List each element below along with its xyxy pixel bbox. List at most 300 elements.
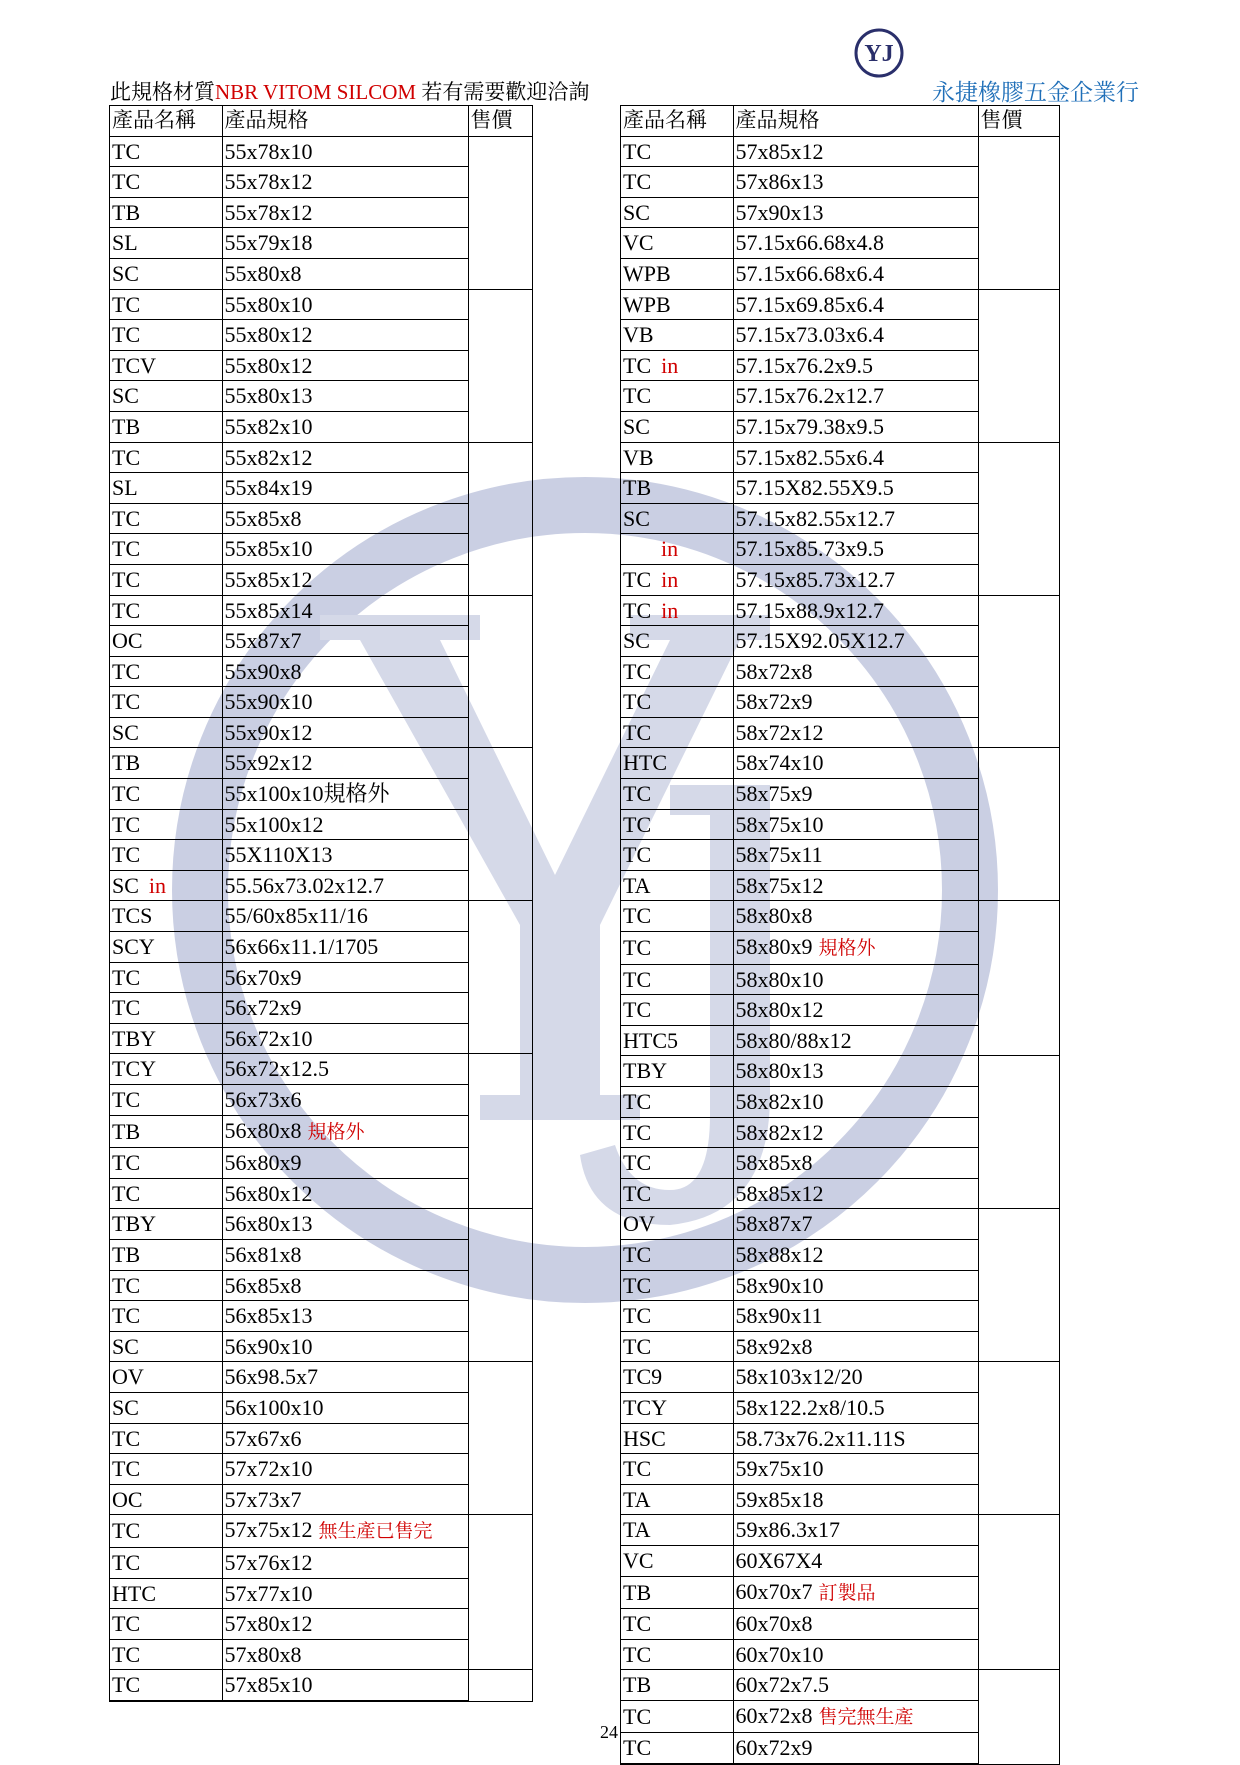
price-cell bbox=[978, 197, 1059, 228]
table-row bbox=[621, 442, 1059, 473]
product-spec bbox=[222, 656, 468, 687]
product-code bbox=[621, 656, 733, 687]
product-spec bbox=[733, 840, 978, 871]
table-row bbox=[621, 197, 1059, 228]
product-spec-text: 58x92x8 bbox=[735, 1333, 813, 1359]
product-code-text: VC bbox=[623, 230, 654, 256]
table-row bbox=[621, 1087, 1059, 1118]
table-row bbox=[110, 136, 532, 167]
product-spec-text: 57x73x7 bbox=[224, 1486, 302, 1512]
product-spec-text: 57x72x10 bbox=[224, 1456, 313, 1482]
product-code bbox=[110, 564, 222, 595]
product-spec bbox=[733, 595, 978, 626]
product-code-text: SCY bbox=[112, 934, 155, 960]
product-code bbox=[621, 1545, 733, 1576]
product-code-text: SC bbox=[623, 505, 650, 531]
table-row bbox=[110, 1392, 532, 1423]
product-spec-text: 58x90x11 bbox=[735, 1303, 823, 1329]
table-row bbox=[110, 962, 532, 993]
product-code-text: TC bbox=[623, 997, 652, 1023]
product-spec-text: 55x80x12 bbox=[224, 352, 313, 378]
table-row bbox=[621, 748, 1059, 779]
table-row bbox=[110, 381, 532, 412]
inch-marker: in bbox=[661, 536, 679, 562]
product-code bbox=[621, 1576, 733, 1609]
product-code bbox=[110, 1209, 222, 1240]
product-spec bbox=[733, 503, 978, 534]
product-spec-text: 57.15x82.55x12.7 bbox=[735, 505, 895, 531]
product-spec bbox=[222, 136, 468, 167]
price-cell bbox=[468, 1331, 532, 1362]
product-code bbox=[621, 626, 733, 657]
product-code bbox=[110, 136, 222, 167]
product-code-text: TC bbox=[112, 322, 141, 348]
product-spec bbox=[733, 1700, 978, 1733]
product-spec-text: 57x80x8 bbox=[224, 1641, 302, 1667]
product-code-text: TC bbox=[623, 169, 652, 195]
product-spec-text: 56x73x6 bbox=[224, 1087, 302, 1112]
price-cell bbox=[468, 534, 532, 565]
price-cell bbox=[978, 1576, 1059, 1609]
product-spec-text: 56x70x9 bbox=[224, 964, 302, 990]
product-spec bbox=[733, 748, 978, 779]
product-code bbox=[621, 534, 733, 565]
product-spec bbox=[733, 901, 978, 932]
product-code-text: TB bbox=[623, 475, 652, 501]
product-spec bbox=[222, 197, 468, 228]
price-cell bbox=[978, 136, 1059, 167]
product-spec bbox=[733, 228, 978, 259]
product-code bbox=[621, 1331, 733, 1362]
product-spec bbox=[222, 289, 468, 320]
product-code bbox=[621, 381, 733, 412]
product-spec-text: 55x80x8 bbox=[224, 260, 302, 286]
product-spec bbox=[222, 167, 468, 198]
product-spec-text: 59x85x18 bbox=[735, 1486, 824, 1512]
product-spec-text: 60x72x9 bbox=[735, 1735, 813, 1761]
product-code-text: TC bbox=[112, 505, 141, 531]
product-spec bbox=[222, 1239, 468, 1270]
table-row bbox=[621, 350, 1059, 381]
product-code bbox=[110, 1454, 222, 1485]
table-row bbox=[621, 1270, 1059, 1301]
price-cell bbox=[468, 1054, 532, 1085]
table-row bbox=[621, 1025, 1059, 1056]
product-spec bbox=[733, 1025, 978, 1056]
product-code-text: TC bbox=[112, 1180, 141, 1206]
product-code-text: OV bbox=[623, 1211, 655, 1237]
product-code bbox=[110, 320, 222, 351]
table-row bbox=[621, 595, 1059, 626]
product-code-text: TC bbox=[623, 383, 652, 409]
price-cell bbox=[468, 595, 532, 626]
product-spec bbox=[733, 289, 978, 320]
price-cell bbox=[978, 1270, 1059, 1301]
product-code bbox=[110, 962, 222, 993]
product-spec-text: 58x103x12/20 bbox=[735, 1364, 863, 1390]
product-code-text: TC bbox=[623, 1089, 652, 1114]
product-spec-text: 58x90x10 bbox=[735, 1272, 824, 1298]
header-prefix: 此規格材質 bbox=[110, 80, 215, 104]
table-row bbox=[110, 1301, 532, 1332]
product-code-text: SL bbox=[112, 230, 138, 256]
price-cell bbox=[978, 320, 1059, 351]
table-row bbox=[621, 258, 1059, 289]
product-spec-text: 60x70x10 bbox=[735, 1641, 824, 1667]
price-cell bbox=[978, 1670, 1059, 1701]
product-note: 訂製品 bbox=[818, 1581, 876, 1604]
product-spec-text: 58x80x12 bbox=[735, 997, 824, 1023]
product-spec bbox=[222, 626, 468, 657]
table-row bbox=[110, 809, 532, 840]
table-row bbox=[110, 993, 532, 1024]
product-spec bbox=[222, 1547, 468, 1578]
product-code-text: TC bbox=[112, 811, 141, 837]
product-code-text: TC bbox=[112, 1641, 141, 1667]
product-code bbox=[621, 1178, 733, 1209]
product-spec bbox=[733, 197, 978, 228]
table-row bbox=[110, 779, 532, 810]
price-cell bbox=[978, 1117, 1059, 1148]
price-cell bbox=[978, 503, 1059, 534]
product-code-text: TC bbox=[623, 1611, 652, 1637]
product-code bbox=[621, 779, 733, 810]
table-row bbox=[110, 289, 532, 320]
price-cell bbox=[978, 1484, 1059, 1515]
product-spec bbox=[222, 993, 468, 1024]
product-spec-text: 55/60x85x11/16 bbox=[224, 903, 368, 929]
table-row bbox=[110, 1362, 532, 1393]
product-spec bbox=[222, 411, 468, 442]
price-cell bbox=[468, 809, 532, 840]
table-row bbox=[110, 1209, 532, 1240]
price-cell bbox=[978, 1733, 1059, 1764]
product-spec bbox=[222, 564, 468, 595]
price-cell bbox=[468, 1639, 532, 1670]
product-code bbox=[110, 870, 222, 901]
inch-marker: in bbox=[661, 597, 679, 623]
price-cell bbox=[978, 1454, 1059, 1485]
product-code-text: HTC5 bbox=[623, 1027, 678, 1053]
column-header-price: 售價 bbox=[468, 106, 532, 136]
product-spec bbox=[733, 1454, 978, 1485]
price-cell bbox=[978, 932, 1059, 965]
table-row bbox=[110, 167, 532, 198]
product-spec-text: 57.15x76.2x9.5 bbox=[735, 352, 873, 378]
product-code bbox=[110, 1670, 222, 1701]
svg-text:YJ: YJ bbox=[864, 41, 894, 67]
product-code bbox=[621, 167, 733, 198]
product-spec-text: 55x90x8 bbox=[224, 658, 302, 684]
product-spec bbox=[222, 350, 468, 381]
inch-marker: in bbox=[661, 352, 679, 378]
page-number: 24 bbox=[600, 1722, 618, 1742]
product-code bbox=[621, 1639, 733, 1670]
product-code bbox=[621, 1117, 733, 1148]
table-row bbox=[110, 1115, 532, 1148]
product-spec bbox=[733, 1331, 978, 1362]
product-spec-text: 56x72x9 bbox=[224, 995, 302, 1021]
price-cell bbox=[468, 1578, 532, 1609]
product-spec bbox=[733, 381, 978, 412]
product-code bbox=[110, 1423, 222, 1454]
product-spec bbox=[222, 1301, 468, 1332]
product-spec bbox=[733, 442, 978, 473]
product-spec bbox=[222, 932, 468, 963]
product-spec bbox=[222, 534, 468, 565]
price-cell bbox=[468, 748, 532, 779]
product-code bbox=[110, 167, 222, 198]
product-spec bbox=[222, 1484, 468, 1515]
price-cell bbox=[978, 350, 1059, 381]
product-code-text: TCY bbox=[623, 1394, 667, 1420]
product-code bbox=[621, 1270, 733, 1301]
price-cell bbox=[468, 136, 532, 167]
product-spec-text: 58x82x10 bbox=[735, 1089, 824, 1114]
product-spec bbox=[222, 748, 468, 779]
product-spec bbox=[222, 1331, 468, 1362]
table-row bbox=[621, 840, 1059, 871]
table-row bbox=[621, 1423, 1059, 1454]
table-row bbox=[110, 1054, 532, 1085]
product-code bbox=[110, 1301, 222, 1332]
product-spec-text: 55x82x12 bbox=[224, 444, 313, 470]
price-cell bbox=[978, 258, 1059, 289]
product-code-text: TC bbox=[623, 689, 652, 715]
product-spec bbox=[222, 1423, 468, 1454]
product-code-text: TC bbox=[112, 1611, 141, 1637]
product-code-text: TC bbox=[623, 781, 652, 807]
table-row bbox=[621, 809, 1059, 840]
product-code-text: TC bbox=[112, 1303, 141, 1329]
product-spec-text: 57.15x76.2x12.7 bbox=[735, 383, 884, 409]
price-cell bbox=[468, 167, 532, 198]
price-cell bbox=[978, 411, 1059, 442]
price-cell bbox=[978, 289, 1059, 320]
product-code-text: TC bbox=[623, 1703, 652, 1729]
product-spec-text: 56x98.5x7 bbox=[224, 1364, 318, 1390]
product-code-text: TC bbox=[623, 1150, 652, 1176]
table-row bbox=[110, 748, 532, 779]
table-row bbox=[110, 228, 532, 259]
price-cell bbox=[468, 1423, 532, 1454]
product-spec-text: 55X110X13 bbox=[224, 842, 333, 868]
product-spec bbox=[222, 320, 468, 351]
product-code-text: TC bbox=[112, 169, 141, 195]
product-spec-text: 57x85x12 bbox=[735, 138, 824, 164]
table-row bbox=[110, 901, 532, 932]
product-spec-text: 55x85x12 bbox=[224, 566, 313, 592]
product-spec bbox=[733, 1056, 978, 1087]
table-row bbox=[621, 503, 1059, 534]
column-header-code: 產品名稱 bbox=[621, 106, 733, 136]
table-row bbox=[621, 320, 1059, 351]
product-code-text: TCV bbox=[112, 352, 156, 378]
product-spec bbox=[733, 1392, 978, 1423]
product-code-text: TC bbox=[112, 138, 141, 164]
product-spec bbox=[733, 964, 978, 995]
product-code bbox=[621, 503, 733, 534]
price-cell bbox=[468, 962, 532, 993]
product-code-text: SL bbox=[112, 475, 138, 501]
product-spec-text: 55x92x12 bbox=[224, 750, 313, 776]
product-code bbox=[110, 840, 222, 871]
product-code bbox=[621, 320, 733, 351]
product-code bbox=[110, 1085, 222, 1116]
product-spec-text: 55x78x12 bbox=[224, 169, 313, 195]
product-spec bbox=[222, 503, 468, 534]
product-spec bbox=[222, 1115, 468, 1148]
price-cell bbox=[468, 564, 532, 595]
product-spec bbox=[733, 411, 978, 442]
product-spec-text: 58x87x7 bbox=[735, 1211, 813, 1237]
price-cell bbox=[978, 748, 1059, 779]
product-code-text: HTC bbox=[112, 1580, 156, 1606]
column-header-code: 產品名稱 bbox=[110, 106, 222, 136]
product-spec-text: 60x70x7 bbox=[735, 1578, 813, 1604]
price-cell bbox=[978, 442, 1059, 473]
product-spec bbox=[733, 932, 978, 965]
product-code bbox=[110, 1023, 222, 1054]
table-row bbox=[621, 1239, 1059, 1270]
table-row bbox=[621, 564, 1059, 595]
product-code bbox=[110, 595, 222, 626]
product-code bbox=[621, 1670, 733, 1701]
product-code-text: TC bbox=[623, 1272, 652, 1298]
product-code-text: SC bbox=[112, 719, 139, 745]
product-code bbox=[110, 1148, 222, 1179]
product-code bbox=[621, 1515, 733, 1546]
product-spec-text: 58x75x11 bbox=[735, 842, 823, 868]
product-code-text: TB bbox=[112, 199, 141, 225]
product-code bbox=[110, 779, 222, 810]
table-row bbox=[621, 473, 1059, 504]
product-spec bbox=[222, 1148, 468, 1179]
table-row bbox=[110, 442, 532, 473]
product-spec bbox=[222, 717, 468, 748]
product-code-text: TC bbox=[623, 138, 652, 164]
product-code bbox=[621, 809, 733, 840]
product-code bbox=[110, 1484, 222, 1515]
price-cell bbox=[978, 1148, 1059, 1179]
product-code-text: TC bbox=[623, 966, 652, 992]
product-code bbox=[621, 995, 733, 1026]
price-cell bbox=[978, 656, 1059, 687]
price-cell bbox=[978, 687, 1059, 718]
product-code-text: TB bbox=[623, 1579, 652, 1605]
header-notice bbox=[110, 76, 589, 106]
product-code bbox=[621, 258, 733, 289]
price-cell bbox=[468, 626, 532, 657]
product-code-text: TC bbox=[112, 658, 141, 684]
price-cell bbox=[978, 1239, 1059, 1270]
price-cell bbox=[468, 197, 532, 228]
product-spec-text: 57.15X82.55X9.5 bbox=[735, 475, 894, 501]
table-row bbox=[621, 1209, 1059, 1240]
table-row bbox=[621, 1700, 1059, 1733]
product-code bbox=[621, 289, 733, 320]
product-code bbox=[110, 1331, 222, 1362]
product-code bbox=[110, 473, 222, 504]
table-row bbox=[621, 1639, 1059, 1670]
product-spec-text: 55x78x10 bbox=[224, 138, 313, 164]
price-cell bbox=[468, 1301, 532, 1332]
price-cell bbox=[978, 995, 1059, 1026]
product-code bbox=[621, 1239, 733, 1270]
product-code bbox=[110, 1178, 222, 1209]
product-spec bbox=[733, 258, 978, 289]
product-spec bbox=[733, 870, 978, 901]
table-row bbox=[110, 1270, 532, 1301]
product-code bbox=[621, 687, 733, 718]
product-spec-text: 57.15x82.55x6.4 bbox=[735, 444, 884, 470]
price-cell bbox=[978, 167, 1059, 198]
product-spec-text: 55.56x73.02x12.7 bbox=[224, 872, 384, 898]
price-cell bbox=[978, 626, 1059, 657]
product-spec bbox=[222, 473, 468, 504]
product-spec-text: 59x86.3x17 bbox=[735, 1517, 840, 1543]
product-spec bbox=[733, 350, 978, 381]
product-spec bbox=[222, 1270, 468, 1301]
table-row bbox=[110, 1484, 532, 1515]
product-spec bbox=[222, 228, 468, 259]
product-code-text: SC bbox=[112, 1333, 139, 1359]
product-code-text: TB bbox=[112, 750, 141, 776]
product-spec-text: 56x66x11.1/1705 bbox=[224, 934, 379, 960]
product-code bbox=[110, 1115, 222, 1148]
product-code bbox=[621, 1733, 733, 1764]
product-code-text: TBY bbox=[112, 1211, 156, 1237]
product-spec-text: 55x87x7 bbox=[224, 628, 302, 654]
product-spec bbox=[222, 1578, 468, 1609]
product-spec-text: 58x80x13 bbox=[735, 1058, 824, 1084]
price-cell bbox=[978, 1178, 1059, 1209]
product-spec-text: 57.15X92.05X12.7 bbox=[735, 628, 905, 654]
product-code-text: SC bbox=[623, 199, 650, 225]
price-cell bbox=[468, 1023, 532, 1054]
product-code bbox=[621, 1609, 733, 1640]
product-code-text: TC9 bbox=[623, 1364, 663, 1390]
table-row bbox=[621, 1609, 1059, 1640]
header-materials: NBR VITOM SILCOM bbox=[215, 80, 417, 104]
table-row bbox=[621, 411, 1059, 442]
product-code-text: SC bbox=[112, 260, 139, 286]
product-spec-text: 57x80x12 bbox=[224, 1611, 313, 1637]
product-code-text: TC bbox=[112, 689, 141, 715]
product-spec-text: 57x86x13 bbox=[735, 169, 824, 195]
product-spec bbox=[733, 534, 978, 565]
price-cell bbox=[978, 1209, 1059, 1240]
price-cell bbox=[468, 901, 532, 932]
product-code bbox=[110, 809, 222, 840]
product-code-text: TCY bbox=[112, 1056, 156, 1082]
product-code-text: TC bbox=[112, 597, 141, 623]
price-cell bbox=[978, 840, 1059, 871]
price-cell bbox=[978, 534, 1059, 565]
product-spec-text: 60x72x7.5 bbox=[735, 1672, 829, 1698]
product-spec bbox=[733, 1209, 978, 1240]
product-code-text: OC bbox=[112, 628, 143, 654]
column-header-spec: 產品規格 bbox=[733, 106, 978, 136]
price-cell bbox=[468, 258, 532, 289]
product-code bbox=[621, 901, 733, 932]
product-spec-text: 56x72x10 bbox=[224, 1025, 313, 1051]
product-spec-text: 56x80x9 bbox=[224, 1150, 302, 1176]
product-spec-text: 60x70x8 bbox=[735, 1611, 813, 1637]
product-code bbox=[110, 932, 222, 963]
product-spec bbox=[222, 442, 468, 473]
product-code-text: TC bbox=[623, 1735, 652, 1761]
